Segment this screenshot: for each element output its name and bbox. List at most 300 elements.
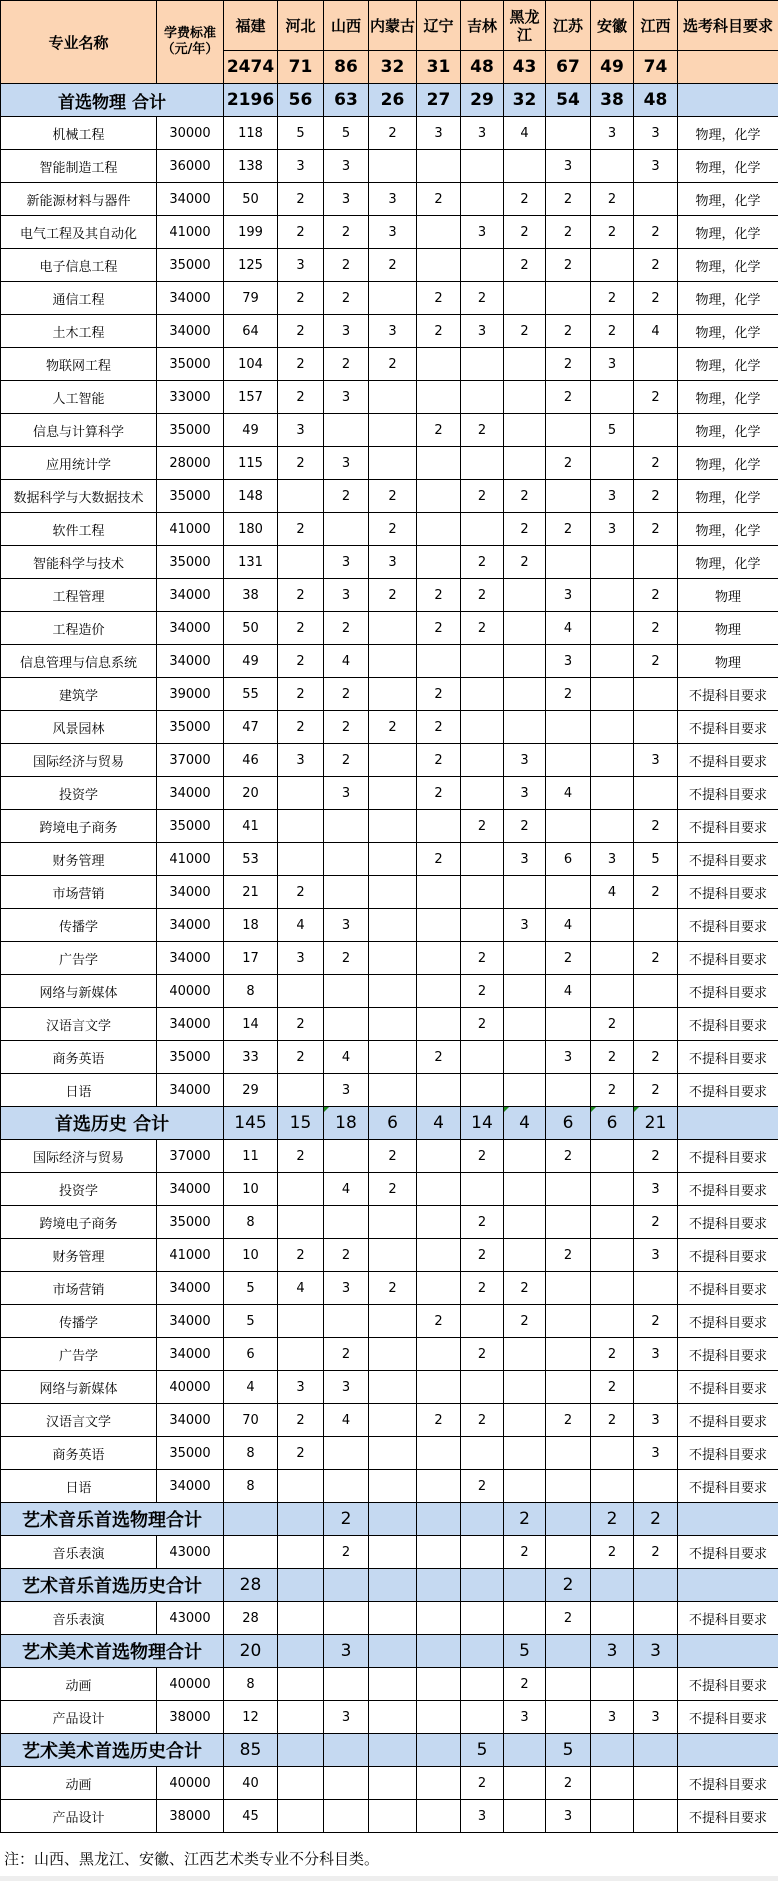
quota-value [278,975,324,1008]
subject-requirement: 物理，化学 [678,447,778,480]
group-total-value: 3 [591,1635,634,1668]
tuition-fee: 35000 [157,1041,224,1074]
major-name: 土木工程 [1,315,157,348]
major-name: 跨境电子商务 [1,810,157,843]
table-row [1,447,778,480]
quota-value: 41 [224,810,278,843]
quota-value [324,843,369,876]
quota-value: 2 [324,942,369,975]
quota-value [369,1767,417,1800]
quota-value: 3 [278,1371,324,1404]
header-province: 内蒙古 [369,1,417,51]
quota-value [369,414,417,447]
quota-value: 2 [461,1008,504,1041]
quota-value [324,414,369,447]
tuition-fee: 34000 [157,1173,224,1206]
major-name: 应用统计学 [1,447,157,480]
quota-value: 2 [546,447,591,480]
group-total-value: 54 [546,84,591,117]
quota-value [369,975,417,1008]
quota-value: 2 [634,1305,678,1338]
quota-value [324,513,369,546]
quota-value: 3 [369,216,417,249]
quota-value: 2 [324,480,369,513]
group-total-value: 21 [634,1107,678,1140]
subject-requirement: 物理，化学 [678,150,778,183]
plan-total: 31 [417,51,461,84]
quota-value: 2 [417,1305,461,1338]
quota-value: 6 [546,843,591,876]
major-name: 网络与新媒体 [1,1371,157,1404]
quota-value: 2 [461,546,504,579]
quota-value: 50 [224,183,278,216]
tuition-fee: 41000 [157,513,224,546]
tuition-fee: 38000 [157,1800,224,1833]
quota-value: 8 [224,975,278,1008]
quota-value: 2 [278,183,324,216]
quota-value: 3 [546,1041,591,1074]
subject-requirement: 不提科目要求 [678,1074,778,1107]
tuition-fee: 34000 [157,1272,224,1305]
quota-value: 2 [324,1536,369,1569]
quota-value [417,513,461,546]
header-province: 河北 [278,1,324,51]
major-name: 电子信息工程 [1,249,157,282]
quota-value: 2 [504,1272,546,1305]
quota-value: 3 [324,315,369,348]
table-row [1,942,778,975]
quota-value [417,447,461,480]
quota-value [369,282,417,315]
quota-value: 2 [417,183,461,216]
subject-requirement: 物理，化学 [678,117,778,150]
quota-value: 10 [224,1173,278,1206]
group-total-row [1,1503,778,1536]
quota-value: 2 [461,1140,504,1173]
subject-requirement: 不提科目要求 [678,1173,778,1206]
quota-value: 2 [634,612,678,645]
quota-value [546,1206,591,1239]
quota-value [369,1041,417,1074]
quota-value [504,612,546,645]
subject-requirement: 不提科目要求 [678,1701,778,1734]
quota-value: 131 [224,546,278,579]
quota-value: 2 [324,1338,369,1371]
header-province: 辽宁 [417,1,461,51]
quota-value: 2 [546,249,591,282]
tuition-fee: 43000 [157,1602,224,1635]
quota-value: 4 [546,909,591,942]
quota-value [504,1404,546,1437]
plan-total: 32 [369,51,417,84]
group-total-value [278,1503,324,1536]
quota-value [417,909,461,942]
quota-value [591,942,634,975]
quota-value [417,546,461,579]
quota-value: 3 [461,117,504,150]
group-total-value: 4 [504,1107,546,1140]
quota-value [591,1239,634,1272]
quota-value: 3 [591,348,634,381]
quota-value: 3 [324,579,369,612]
quota-value [546,1173,591,1206]
quota-value: 2 [634,645,678,678]
group-total-value [634,1734,678,1767]
quota-value [546,1437,591,1470]
quota-value [324,1767,369,1800]
quota-value: 3 [369,546,417,579]
group-total-value: 26 [369,84,417,117]
quota-value [461,1536,504,1569]
quota-value: 180 [224,513,278,546]
quota-value [278,1800,324,1833]
group-total-blank [678,1569,778,1602]
quota-value: 2 [546,678,591,711]
quota-value [591,777,634,810]
quota-value [278,810,324,843]
quota-value [461,744,504,777]
quota-value [278,1536,324,1569]
tuition-fee: 41000 [157,843,224,876]
quota-value: 47 [224,711,278,744]
quota-value [369,1239,417,1272]
quota-value: 148 [224,480,278,513]
quota-value: 2 [369,480,417,513]
quota-value: 2 [417,282,461,315]
quota-value: 40 [224,1767,278,1800]
quota-value [369,843,417,876]
quota-value: 2 [324,1239,369,1272]
quota-value: 2 [591,1371,634,1404]
tuition-fee: 35000 [157,546,224,579]
major-name: 国际经济与贸易 [1,744,157,777]
quota-value [369,1437,417,1470]
quota-value: 2 [278,315,324,348]
quota-value [278,1173,324,1206]
quota-value [369,1602,417,1635]
quota-value [278,1470,324,1503]
subject-requirement: 不提科目要求 [678,1272,778,1305]
quota-value: 2 [461,612,504,645]
major-name: 投资学 [1,1173,157,1206]
quota-value: 2 [278,348,324,381]
group-total-value [278,1569,324,1602]
subject-requirement: 物理，化学 [678,381,778,414]
quota-value: 2 [634,876,678,909]
quota-value: 2 [278,579,324,612]
table-row [1,1536,778,1569]
quota-value: 2 [324,348,369,381]
quota-value [546,1701,591,1734]
table-row [1,1371,778,1404]
group-total-blank [678,1107,778,1140]
quota-value: 2 [278,1140,324,1173]
quota-value [461,1041,504,1074]
header-fee: 学费标准 （元/年） [157,1,224,84]
quota-value [546,744,591,777]
tuition-fee: 34000 [157,183,224,216]
quota-value [461,678,504,711]
quota-value: 2 [546,315,591,348]
quota-value: 3 [504,843,546,876]
quota-value [417,1800,461,1833]
group-total-value [546,1503,591,1536]
quota-value: 8 [224,1470,278,1503]
table-row [1,1800,778,1833]
quota-value [369,1008,417,1041]
major-name: 产品设计 [1,1800,157,1833]
quota-value: 53 [224,843,278,876]
group-total-value: 20 [224,1635,278,1668]
quota-value: 2 [634,942,678,975]
quota-value: 2 [278,1041,324,1074]
subject-requirement: 不提科目要求 [678,711,778,744]
quota-value [504,1140,546,1173]
quota-value: 2 [546,381,591,414]
quota-value: 3 [278,942,324,975]
quota-value [504,1041,546,1074]
quota-value: 2 [546,513,591,546]
quota-value: 3 [634,744,678,777]
quota-value [461,711,504,744]
quota-value [504,1008,546,1041]
quota-value: 2 [369,513,417,546]
quota-value [504,876,546,909]
quota-value: 2 [278,1437,324,1470]
quota-value: 5 [224,1272,278,1305]
quota-value: 3 [546,579,591,612]
quota-value: 2 [546,1404,591,1437]
tuition-fee: 43000 [157,1536,224,1569]
quota-value [278,1701,324,1734]
quota-value [461,447,504,480]
subject-requirement: 不提科目要求 [678,1305,778,1338]
quota-value: 2 [546,1602,591,1635]
major-name: 工程造价 [1,612,157,645]
group-total-value [504,1734,546,1767]
group-total-value [369,1734,417,1767]
table-row [1,315,778,348]
quota-value [417,381,461,414]
quota-value: 3 [324,546,369,579]
quota-value: 3 [278,414,324,447]
table-row [1,1173,778,1206]
table-row [1,810,778,843]
quota-value [461,777,504,810]
quota-value [324,975,369,1008]
quota-value [369,942,417,975]
quota-value [634,1602,678,1635]
subject-requirement: 物理，化学 [678,546,778,579]
subject-requirement: 不提科目要求 [678,1536,778,1569]
quota-value: 3 [324,381,369,414]
quota-value: 2 [634,1041,678,1074]
quota-value [546,414,591,447]
quota-value: 2 [461,414,504,447]
table-row [1,744,778,777]
tuition-fee: 40000 [157,1371,224,1404]
header-province: 黑龙江 [504,1,546,51]
subject-requirement: 物理，化学 [678,348,778,381]
quota-value [461,1602,504,1635]
quota-value: 2 [278,282,324,315]
group-total-value: 3 [324,1635,369,1668]
group-total-value: 32 [504,84,546,117]
quota-value: 17 [224,942,278,975]
group-total-blank [678,1503,778,1536]
table-row [1,282,778,315]
quota-value [461,909,504,942]
major-name: 网络与新媒体 [1,975,157,1008]
quota-value [461,1701,504,1734]
quota-value [591,249,634,282]
major-name: 智能科学与技术 [1,546,157,579]
major-name: 广告学 [1,1338,157,1371]
table-row [1,876,778,909]
quota-value [417,1536,461,1569]
quota-value [504,282,546,315]
quota-value [369,447,417,480]
quota-value: 118 [224,117,278,150]
quota-value [504,711,546,744]
group-total-value [278,1734,324,1767]
tuition-fee: 40000 [157,1668,224,1701]
quota-value [278,1767,324,1800]
quota-value: 4 [546,612,591,645]
quota-value [591,645,634,678]
plan-total: 49 [591,51,634,84]
quota-value: 2 [504,1305,546,1338]
group-total-value: 27 [417,84,461,117]
subject-requirement: 不提科目要求 [678,1800,778,1833]
quota-value [634,1272,678,1305]
quota-value: 2 [591,216,634,249]
tuition-fee: 34000 [157,1338,224,1371]
quota-value [634,909,678,942]
quota-value: 138 [224,150,278,183]
quota-value: 2 [504,810,546,843]
subject-requirement: 物理 [678,579,778,612]
group-total-value [324,1569,369,1602]
header-province: 吉林 [461,1,504,51]
quota-value: 2 [324,216,369,249]
quota-value [461,183,504,216]
group-total-value: 2 [546,1569,591,1602]
major-name: 广告学 [1,942,157,975]
subject-requirement: 物理，化学 [678,183,778,216]
quota-value: 3 [369,183,417,216]
group-total-value: 2 [324,1503,369,1536]
quota-value [634,678,678,711]
group-total-value [461,1635,504,1668]
quota-value: 2 [417,612,461,645]
quota-value [546,1008,591,1041]
quota-value: 2 [634,381,678,414]
quota-value: 3 [591,117,634,150]
table-row [1,1767,778,1800]
quota-value: 2 [504,183,546,216]
group-total-value: 18 [324,1107,369,1140]
table-row [1,1437,778,1470]
quota-value: 2 [417,414,461,447]
quota-value [417,216,461,249]
quota-value: 2 [461,1470,504,1503]
quota-value [461,1074,504,1107]
quota-value: 2 [278,1008,324,1041]
quota-value: 3 [278,249,324,282]
quota-value [369,1701,417,1734]
quota-value: 2 [546,183,591,216]
quota-value: 2 [278,513,324,546]
subject-requirement: 不提科目要求 [678,1206,778,1239]
quota-value [417,1668,461,1701]
quota-value: 3 [324,777,369,810]
quota-value: 50 [224,612,278,645]
quota-value: 64 [224,315,278,348]
quota-value: 3 [324,1701,369,1734]
quota-value [634,975,678,1008]
header-major: 专业名称 [1,1,157,84]
group-total-value [461,1569,504,1602]
quota-value [546,546,591,579]
quota-value: 3 [324,1272,369,1305]
group-total-value: 29 [461,84,504,117]
quota-value [546,1272,591,1305]
quota-value [591,546,634,579]
quota-value [417,249,461,282]
subject-requirement: 不提科目要求 [678,876,778,909]
quota-value [369,1536,417,1569]
subject-requirement: 不提科目要求 [678,909,778,942]
quota-value [634,546,678,579]
quota-value [504,447,546,480]
quota-value [591,810,634,843]
quota-value: 20 [224,777,278,810]
quota-value [417,1371,461,1404]
major-name: 传播学 [1,1305,157,1338]
plan-total: 43 [504,51,546,84]
quota-value [591,1272,634,1305]
quota-value [324,1140,369,1173]
table-row [1,1668,778,1701]
quota-value [369,612,417,645]
quota-value [461,1668,504,1701]
quota-value [591,744,634,777]
quota-value [324,1206,369,1239]
quota-value [461,1371,504,1404]
quota-value: 3 [634,1404,678,1437]
group-total-value [461,1503,504,1536]
quota-value: 2 [324,612,369,645]
quota-value [546,282,591,315]
table-row [1,612,778,645]
quota-value: 3 [324,1074,369,1107]
quota-value: 46 [224,744,278,777]
quota-value: 2 [504,315,546,348]
quota-value [461,348,504,381]
group-total-value: 28 [224,1569,278,1602]
quota-value: 3 [461,1800,504,1833]
quota-value: 2 [634,810,678,843]
group-total-value: 38 [591,84,634,117]
tuition-fee: 36000 [157,150,224,183]
table-row [1,414,778,447]
group-total-value: 5 [461,1734,504,1767]
header-province: 山西 [324,1,369,51]
table-row [1,1602,778,1635]
tuition-fee: 34000 [157,1470,224,1503]
group-total-row [1,1635,778,1668]
